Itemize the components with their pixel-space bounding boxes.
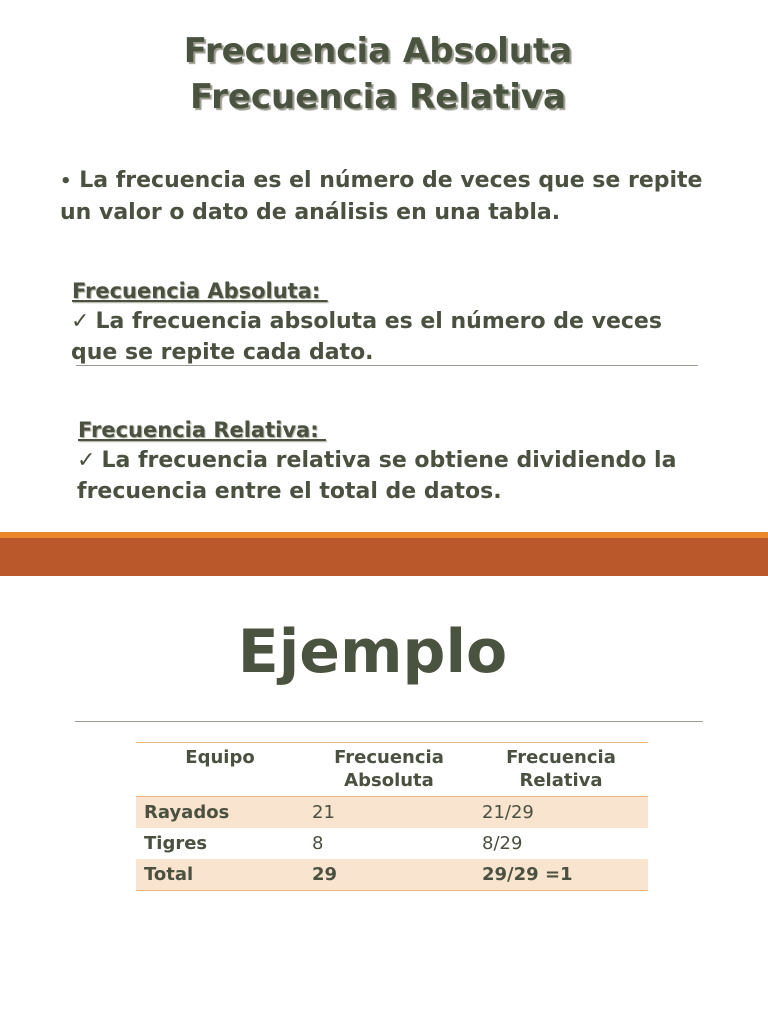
- divider: [76, 365, 698, 366]
- table-row-total: [136, 859, 648, 891]
- column-header-frecuencia-relativa: Frecuencia Relativa: [474, 743, 648, 797]
- cell-equipo: Total: [136, 859, 304, 891]
- relativa-text: La frecuencia relativa se obtiene dividiendo la frecuencia entre el total de datos.: [77, 448, 677, 504]
- checkmark-icon: ✓: [77, 448, 96, 473]
- table-row: [136, 797, 648, 829]
- divider: [75, 721, 703, 722]
- cell-relativa: 8/29: [482, 833, 523, 854]
- cell-absoluta: 21: [304, 797, 474, 829]
- absoluta-text: La frecuencia absoluta es el número de veces que se repite cada dato.: [71, 309, 662, 365]
- column-header-equipo: Equipo: [136, 743, 304, 797]
- column-header-frecuencia-absoluta: Frecuencia Absoluta: [304, 743, 474, 797]
- absoluta-definition: [71, 306, 691, 368]
- cell-relativa: 29/29 =1: [474, 859, 648, 891]
- slide-title: [0, 28, 756, 120]
- cell-absoluta: 29: [304, 859, 474, 891]
- checkmark-icon: ✓: [71, 309, 90, 334]
- example-title: Ejemplo: [237, 617, 508, 687]
- intro-paragraph: [60, 165, 720, 228]
- intro-text: La frecuencia es el número de veces que se repite un valor o dato de análisis en una tabla.: [60, 168, 703, 225]
- cell-equipo: Tigres: [144, 833, 208, 854]
- relativa-definition: [77, 445, 697, 507]
- slide-separator-band: [0, 538, 768, 576]
- title-line-2: Frecuencia Relativa: [190, 77, 566, 117]
- frequency-table: [136, 742, 648, 891]
- table-header-row: [136, 743, 648, 797]
- cell-equipo: Rayados: [136, 797, 304, 829]
- bullet-icon: •: [60, 171, 72, 192]
- title-line-1: Frecuencia Absoluta: [183, 31, 573, 71]
- cell-absoluta: 8: [312, 833, 324, 854]
- cell-relativa: 21/29: [474, 797, 648, 829]
- absoluta-heading: Frecuencia Absoluta:: [72, 279, 328, 303]
- table-row: [136, 828, 648, 859]
- relativa-heading: Frecuencia Relativa:: [78, 418, 326, 442]
